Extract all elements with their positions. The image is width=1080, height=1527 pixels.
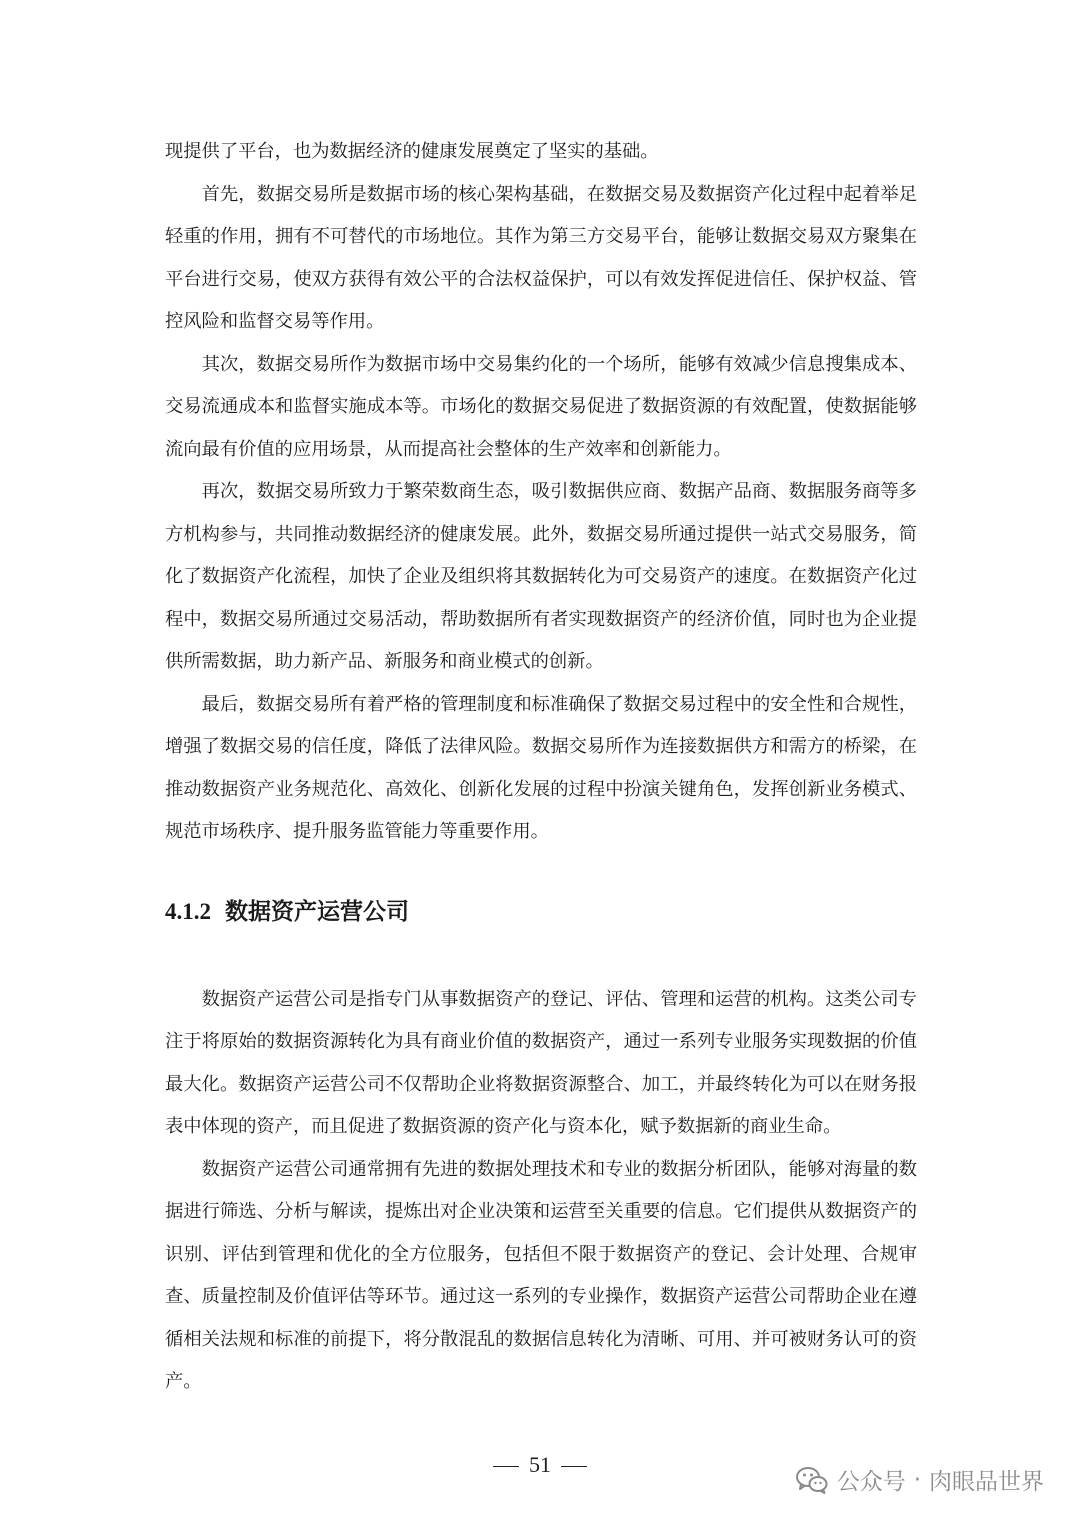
wechat-icon [795,1465,829,1495]
page-number-value: 51 [529,1452,551,1477]
watermark [795,1463,1044,1496]
watermark-separator: · [913,1466,921,1493]
section-title: 数据资产运营公司 [225,897,409,925]
watermark-label: 公众号 [836,1469,906,1495]
dash-left [493,1466,519,1467]
paragraph: 再次，数据交易所致力于繁荣数商生态，吸引数据供应商、数据产品商、数据服务商等多方机构参与，共同推动数据经济的健康发展。此外，数据交易所通过提供一站式交易服务，简化了数据资产化流程，加快了企业及组织将其数据转化为可交易资产的速度。在数据资产化过程中，数据交易所通过交易活动，帮助数据所有者实现数据资产的经济价值，同时也为企业提供所需数据，助力新产品、新服务和商业模式的创新。 [165,481,917,672]
watermark-account: 肉眼品世界 [929,1469,1044,1495]
page-content [165,131,917,1404]
paragraphs-bottom [165,979,917,1404]
paragraph: 数据资产运营公司是指专门从事数据资产的登记、评估、管理和运营的机构。这类公司专注于将原始的数据资源转化为具有商业价值的数据资产，通过一系列专业服务实现数据的价值最大化。数据资产运营公司不仅帮助企业将数据资源整合、加工，并最终转化为可以在财务报表中体现的资产，而且促进了数据资源的资产化与资本化，赋予数据新的商业生命。 [165,988,917,1137]
dash-right [561,1466,587,1467]
paragraphs-top [165,131,917,854]
paragraph: 首先，数据交易所是数据市场的核心架构基础，在数据交易及数据资产化过程中起着举足轻重的作用，拥有不可替代的市场地位。其作为第三方交易平台，能够让数据交易双方聚集在平台进行交易，使双方获得有效公平的合法权益保护，可以有效发挥促进信任、保护权益、管控风险和监督交易等作用。 [165,183,917,332]
paragraph: 现提供了平台，也为数据经济的健康发展奠定了坚实的基础。 [165,141,659,162]
paragraph: 最后，数据交易所有着严格的管理制度和标准确保了数据交易过程中的安全性和合规性，增强了数据交易的信任度，降低了法律风险。数据交易所作为连接数据供方和需方的桥梁，在推动数据资产业务规范化、高效化、创新化发展的过程中扮演关键角色，发挥创新业务模式、规范市场秩序、提升服务监管能力等重要作用。 [165,693,917,842]
paragraph: 数据资产运营公司通常拥有先进的数据处理技术和专业的数据分析团队，能够对海量的数据进行筛选、分析与解读，提炼出对企业决策和运营至关重要的信息。它们提供从数据资产的识别、评估到管理和优化的全方位服务，包括但不限于数据资产的登记、会计处理、合规审查、质量控制及价值评估等环节。通过这一系列的专业操作，数据资产运营公司帮助企业在遵循相关法规和标准的前提下，将分散混乱的数据信息转化为清晰、可用、并可被财务认可的资产。 [165,1158,917,1392]
paragraph: 其次，数据交易所作为数据市场中交易集约化的一个场所，能够有效减少信息搜集成本、交易流通成本和监督实施成本等。市场化的数据交易促进了数据资源的有效配置，使数据能够流向最有价值的应用场景，从而提高社会整体的生产效率和创新能力。 [165,353,917,460]
section-heading [165,892,917,932]
section-number: 4.1.2 [165,898,211,924]
